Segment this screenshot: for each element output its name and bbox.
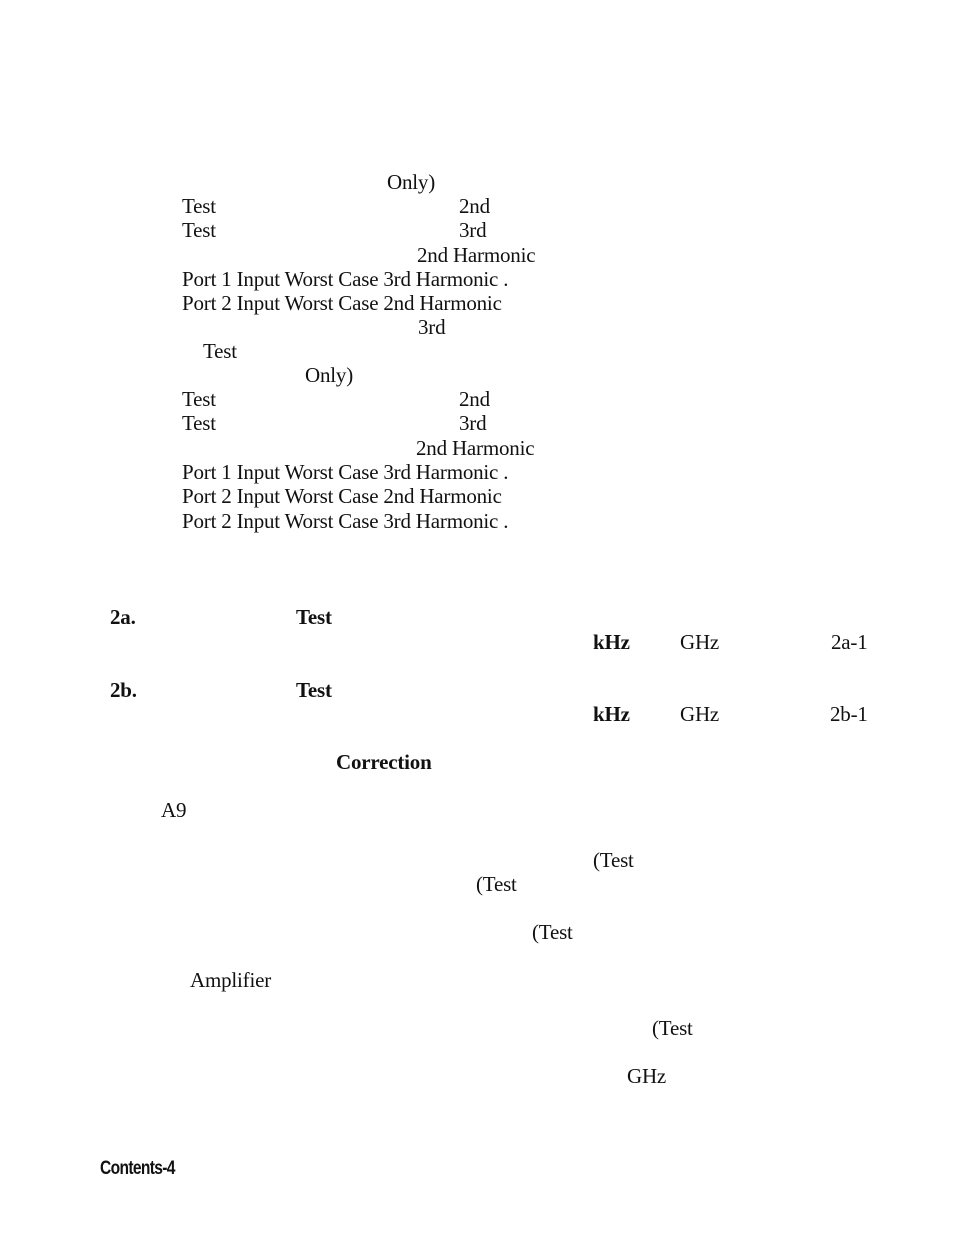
toc-fragment-test: Test: [182, 194, 216, 218]
toc-fragment-test: Test: [182, 218, 216, 242]
test-fragment: (Test: [593, 848, 634, 872]
section-2a-ghz: GHz: [680, 630, 720, 654]
toc-fragment-test: Test: [182, 387, 216, 411]
correction-heading: Correction: [336, 750, 432, 774]
toc-line-port1-3rd: Port 1 Input Worst Case 3rd Harmonic .: [182, 460, 509, 484]
toc-line-port2-2nd: Port 2 Input Worst Case 2nd Harmonic: [182, 484, 502, 508]
toc-line-port2-2nd: Port 2 Input Worst Case 2nd Harmonic: [182, 291, 502, 315]
toc-fragment-only: Only): [387, 170, 435, 194]
test-fragment: (Test: [532, 920, 573, 944]
toc-fragment-test: Test: [182, 411, 216, 435]
toc-fragment-2nd-harmonic: 2nd Harmonic: [416, 436, 535, 460]
section-2b-khz: kHz: [593, 702, 630, 726]
section-2a-page-number: 2a-1: [831, 630, 868, 654]
toc-fragment-3rd: 3rd: [418, 315, 446, 339]
amplifier-label: Amplifier: [190, 968, 272, 992]
toc-fragment-2nd-harmonic: 2nd Harmonic: [417, 243, 536, 267]
page-footer: Contents-4: [100, 1158, 175, 1179]
section-2b-ghz: GHz: [680, 702, 720, 726]
toc-fragment-3rd: 3rd: [459, 218, 487, 242]
toc-line-port2-3rd: Port 2 Input Worst Case 3rd Harmonic .: [182, 509, 509, 533]
toc-fragment-3rd: 3rd: [459, 411, 487, 435]
section-2a-khz: kHz: [593, 630, 630, 654]
section-2b-test: Test: [296, 678, 332, 702]
ghz-fragment: GHz: [627, 1064, 667, 1088]
toc-fragment-only: Only): [305, 363, 353, 387]
toc-fragment-test: Test: [203, 339, 237, 363]
section-2b-number: 2b.: [110, 678, 137, 702]
a9-label: A9: [161, 798, 187, 822]
test-fragment: (Test: [476, 872, 517, 896]
toc-fragment-2nd: 2nd: [459, 387, 490, 411]
test-fragment: (Test: [652, 1016, 693, 1040]
section-2a-test: Test: [296, 605, 332, 629]
toc-fragment-2nd: 2nd: [459, 194, 490, 218]
toc-line-port1-3rd: Port 1 Input Worst Case 3rd Harmonic .: [182, 267, 509, 291]
section-2b-page-number: 2b-1: [830, 702, 868, 726]
section-2a-number: 2a.: [110, 605, 136, 629]
